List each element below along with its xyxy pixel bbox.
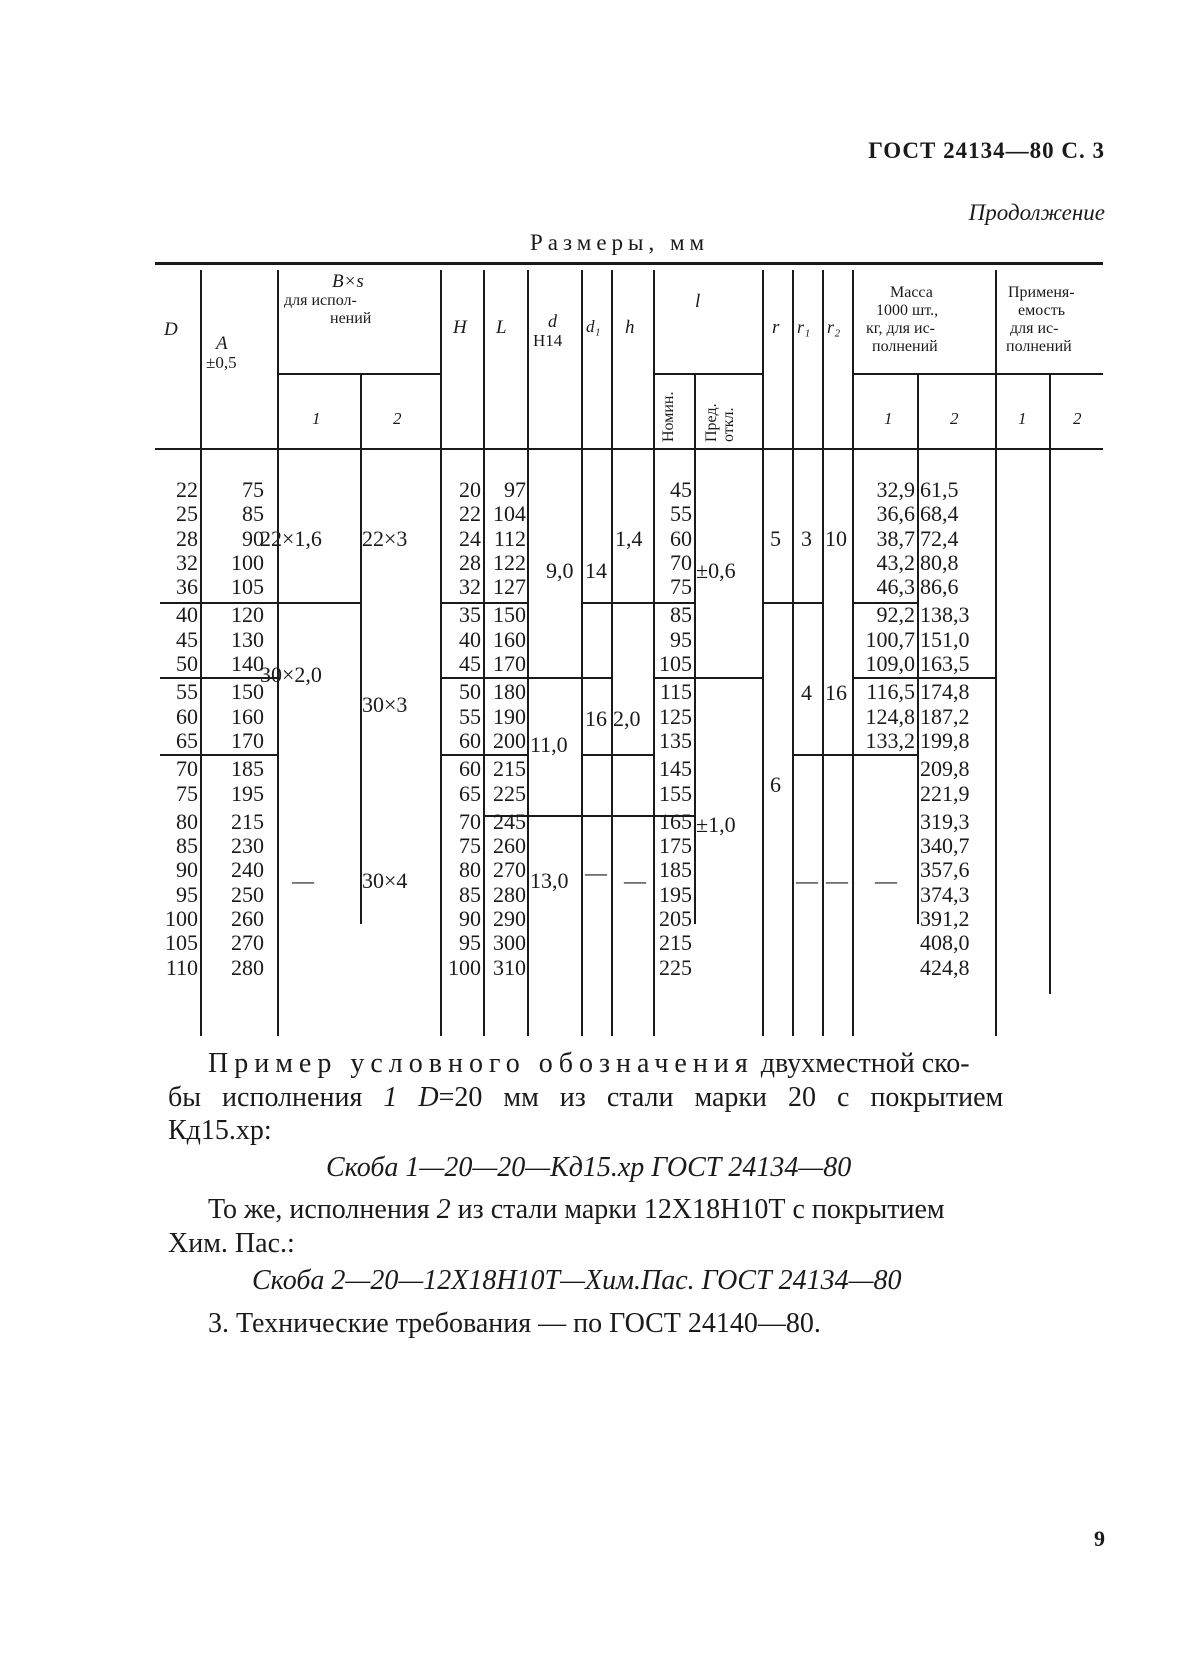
technical-requirements: 3. Технические требования — по ГОСТ 24140—80. (208, 1308, 821, 1339)
cell-A: 75 (242, 477, 264, 502)
cell-mass-2: 163,5 (920, 651, 970, 677)
cell-L: 200 (493, 727, 526, 753)
column-l-nominal (654, 478, 692, 980)
cell-A: 215 (231, 808, 264, 834)
cell-A: 240 (231, 857, 264, 883)
group-rule (696, 677, 762, 679)
cell-d1-group3: — (585, 860, 607, 885)
cell-l-nominal: 125 (659, 703, 692, 729)
cell-H: 60 (459, 727, 481, 753)
cell-L: 180 (493, 679, 526, 705)
cell-D: 25 (176, 501, 198, 527)
cell-mass-2: 374,3 (920, 881, 970, 907)
col-divider (1049, 374, 1051, 994)
header-Bxs: B×s (332, 271, 364, 292)
cell-H: 20 (459, 477, 481, 502)
column-mass-2 (920, 478, 994, 980)
cell-H: 100 (448, 954, 481, 980)
cell-mass-2: 151,0 (920, 626, 970, 652)
cell-L: 270 (493, 857, 526, 883)
cell-d-group2: 11,0 (530, 732, 568, 757)
cell-l-nominal: 215 (659, 930, 692, 956)
header-r2: r₂ (827, 317, 841, 337)
col-divider (200, 270, 202, 1036)
cell-D: 50 (176, 651, 198, 677)
cell-H: 85 (459, 881, 481, 907)
cell-mass-2: 424,8 (920, 954, 970, 980)
group-rule (583, 754, 611, 756)
header-Bxs-sub2: нений (330, 310, 372, 327)
cell-A: 90 (242, 525, 264, 551)
example-line2-variant: 1 D (383, 1082, 439, 1113)
cell-l-nominal: 70 (670, 549, 692, 575)
header-d: d (548, 311, 557, 331)
cell-r-group2: 6 (770, 772, 781, 797)
example2-line1-text: То же, исполнения (208, 1194, 430, 1225)
cell-mass-1: 92,2 (876, 602, 915, 628)
col-divider (762, 270, 764, 1036)
header-r: r (772, 317, 780, 338)
cell-H: 75 (459, 833, 481, 859)
cell-h-group1: 1,4 (615, 526, 643, 551)
header-A-tolerance: ±0,5 (206, 353, 237, 372)
cell-mass-1: 100,7 (865, 626, 915, 652)
cell-l-nominal: 185 (659, 857, 692, 883)
group-rule (824, 754, 852, 756)
cell-mass-2: 68,4 (920, 501, 959, 527)
cell-D: 65 (176, 727, 198, 753)
header-app-2: емость (1018, 302, 1066, 319)
cell-mass-1: 32,9 (876, 477, 915, 502)
cell-mass1-dash: — (875, 868, 897, 893)
cell-r1-group2: 4 (801, 680, 812, 705)
cell-H: 95 (459, 930, 481, 956)
cell-A: 250 (231, 881, 264, 907)
cell-bxs1-group1: 22×1,6 (260, 526, 322, 551)
paragraph-example-1-line-2 (168, 1082, 1003, 1114)
header-h: h (625, 317, 635, 338)
cell-D: 85 (176, 833, 198, 859)
cell-bxs2-group3: 30×4 (362, 868, 408, 893)
cell-L: 245 (493, 808, 526, 834)
header-L: L (496, 317, 507, 338)
header-l-deviation-1: Пред. (703, 403, 720, 442)
cell-D: 45 (176, 626, 198, 652)
continuation-label: Продолжение (968, 200, 1105, 225)
cell-D: 100 (165, 906, 198, 932)
header-subrule (997, 373, 1103, 375)
cell-mass-2: 80,8 (920, 549, 959, 575)
cell-mass-1: 116,5 (866, 679, 915, 705)
cell-L: 215 (493, 756, 526, 782)
cell-D: 105 (165, 930, 198, 956)
group-rule (613, 815, 653, 817)
paragraph-example-2-line-2: Хим. Пас.: (168, 1228, 295, 1259)
cell-mass-2: 72,4 (920, 525, 959, 551)
cell-mass-2: 187,2 (920, 703, 970, 729)
cell-H: 28 (459, 549, 481, 575)
cell-A: 105 (231, 574, 264, 600)
cell-L: 310 (493, 954, 526, 980)
cell-L: 104 (493, 501, 526, 527)
cell-A: 130 (231, 626, 264, 652)
header-l-deviation-2: откл. (720, 407, 737, 442)
group-rule (794, 602, 822, 604)
cell-H: 50 (459, 679, 481, 705)
cell-mass-2: 174,8 (920, 679, 970, 705)
header-mass-2: 1000 шт., (876, 302, 939, 319)
cell-D: 80 (176, 808, 198, 834)
cell-A: 170 (231, 727, 264, 753)
column-L (482, 478, 526, 980)
cell-mass-2: 199,8 (920, 727, 970, 753)
cell-bxs1-group2: 30×2,0 (260, 662, 322, 687)
column-A (204, 478, 264, 980)
cell-D: 90 (176, 857, 198, 883)
cell-L: 160 (493, 626, 526, 652)
col-divider (822, 270, 824, 1036)
cell-l-nominal: 225 (659, 954, 692, 980)
cell-D: 110 (165, 954, 198, 980)
header-mass-4: полнений (872, 338, 938, 355)
cell-A: 100 (231, 549, 264, 575)
cell-mass-1: 38,7 (876, 525, 915, 551)
group-rule (762, 602, 792, 604)
cell-D: 75 (176, 780, 198, 806)
cell-D: 55 (176, 679, 198, 705)
example-lead-text: Пример условного обозначения (208, 1048, 754, 1079)
cell-L: 280 (493, 881, 526, 907)
cell-l-nominal: 105 (659, 651, 692, 677)
cell-l-nominal: 60 (670, 525, 692, 551)
col-divider (792, 270, 794, 1036)
cell-mass-2: 221,9 (920, 780, 970, 806)
cell-A: 120 (231, 602, 264, 628)
col-divider (277, 270, 279, 1036)
cell-d1-group2: 16 (585, 706, 607, 731)
example-line2-text: бы исполнения (168, 1082, 363, 1113)
col-divider (694, 374, 696, 924)
table-units-title: Размеры, мм (530, 230, 710, 255)
cell-l-nominal: 85 (670, 602, 692, 628)
col-divider (611, 270, 613, 1036)
cell-l-nominal: 115 (659, 679, 692, 705)
cell-L: 225 (493, 780, 526, 806)
group-rule (613, 602, 653, 604)
cell-A: 230 (231, 833, 264, 859)
cell-mass-1: 36,6 (876, 501, 915, 527)
column-mass-1 (854, 478, 915, 753)
example-lead-rest: двухместной ско- (760, 1048, 970, 1079)
cell-L: 290 (493, 906, 526, 932)
cell-h-group2: 2,0 (613, 706, 641, 731)
col-divider (917, 374, 919, 924)
column-H (445, 478, 481, 980)
cell-mass-1: 133,2 (865, 727, 915, 753)
designation-example-1: Скоба 1—20—20—Кд15.хр ГОСТ 24134—80 (326, 1152, 852, 1183)
example2-line1-rest: из стали марки 12Х18Н10Т с покрытием (457, 1194, 945, 1225)
table-top-rule (155, 262, 1103, 265)
cell-L: 300 (493, 930, 526, 956)
cell-A: 140 (231, 651, 264, 677)
page-number: 9 (1094, 1526, 1105, 1551)
cell-bxs1-group3: — (292, 868, 314, 893)
cell-h-group3: — (624, 868, 646, 893)
paragraph-example-2-line-1 (208, 1194, 945, 1226)
cell-r-group1: 5 (770, 526, 781, 551)
header-mass-3: кг, для ис- (866, 320, 936, 337)
group-rule (583, 602, 611, 604)
cell-D: 95 (176, 881, 198, 907)
cell-A: 160 (231, 703, 264, 729)
cell-l-nominal: 95 (670, 626, 692, 652)
column-D (154, 478, 198, 980)
col-divider (360, 374, 362, 924)
cell-L: 170 (493, 651, 526, 677)
designation-example-2: Скоба 2—20—12Х18Н10Т—Хим.Пас. ГОСТ 24134—80 (252, 1265, 902, 1296)
cell-mass-2: 138,3 (920, 602, 970, 628)
header-bxs-ex1: 1 (312, 409, 321, 428)
cell-H: 40 (459, 626, 481, 652)
cell-L: 150 (493, 602, 526, 628)
cell-H: 70 (459, 808, 481, 834)
cell-H: 90 (459, 906, 481, 932)
cell-mass-2: 357,6 (920, 857, 970, 883)
cell-D: 22 (176, 477, 198, 502)
cell-A: 280 (231, 954, 264, 980)
cell-L: 190 (493, 703, 526, 729)
group-rule (794, 754, 822, 756)
header-l-nominal: Номин. (660, 391, 677, 442)
cell-mass-2: 408,0 (920, 930, 970, 956)
cell-H: 65 (459, 780, 481, 806)
cell-bxs2-group1: 22×3 (362, 526, 408, 551)
header-A: A (216, 333, 228, 354)
cell-A: 185 (231, 756, 264, 782)
group-rule (529, 677, 581, 679)
header-app-4: полнений (1006, 338, 1072, 355)
cell-l-nominal: 165 (659, 808, 692, 834)
header-bxs-ex2: 2 (393, 409, 402, 428)
cell-D: 36 (176, 574, 198, 600)
group-rule (529, 815, 581, 817)
cell-D: 28 (176, 525, 198, 551)
header-H: H (453, 317, 467, 338)
cell-mass-1: 124,8 (865, 703, 915, 729)
header-subrule (655, 373, 762, 375)
cell-r2-group2: 16 (825, 680, 847, 705)
cell-r1-group1: 3 (801, 526, 812, 551)
cell-D: 40 (176, 602, 198, 628)
paragraph-example-1-line-3: Кд15.хр: (168, 1115, 272, 1146)
header-mass-1: Масса (890, 284, 933, 301)
table-header-rule (155, 448, 1103, 450)
cell-bxs2-group2: 30×3 (362, 692, 408, 717)
cell-l-nominal: 175 (659, 833, 692, 859)
cell-A: 270 (231, 930, 264, 956)
header-subrule (854, 373, 995, 375)
paragraph-example-1-line-1 (208, 1048, 970, 1080)
header-mass-ex1: 1 (884, 409, 893, 428)
cell-H: 35 (459, 602, 481, 628)
cell-D: 32 (176, 549, 198, 575)
col-divider (581, 270, 583, 1036)
header-Bxs-sub1: для испол- (284, 292, 357, 309)
cell-D: 60 (176, 703, 198, 729)
col-divider (527, 270, 529, 1036)
cell-l-nominal: 145 (659, 756, 692, 782)
cell-r-dash: — (796, 868, 818, 893)
header-D: D (164, 319, 178, 340)
cell-r2-group1: 10 (825, 526, 847, 551)
cell-H: 22 (459, 501, 481, 527)
example-line2-rest: =20 мм из стали марки 20 с покрытием (438, 1082, 1004, 1113)
cell-r2-dash: — (826, 868, 848, 893)
cell-mass-2: 209,8 (920, 756, 970, 782)
dimensions-table (160, 262, 1103, 1042)
cell-l-nominal: 135 (659, 727, 692, 753)
cell-mass-2: 61,5 (920, 477, 959, 502)
cell-A: 150 (231, 679, 264, 705)
group-rule (279, 602, 360, 604)
cell-mass-2: 391,2 (920, 906, 970, 932)
cell-H: 55 (459, 703, 481, 729)
cell-mass-2: 86,6 (920, 574, 959, 600)
header-app-ex1: 1 (1018, 409, 1027, 428)
cell-H: 24 (459, 525, 481, 551)
cell-L: 260 (493, 833, 526, 859)
group-rule (583, 677, 611, 679)
header-subrule (279, 373, 440, 375)
cell-l-nominal: 75 (670, 574, 692, 600)
cell-A: 85 (242, 501, 264, 527)
header-d-tolerance: H14 (533, 331, 563, 350)
page-header: ГОСТ 24134—80 С. 3 (868, 138, 1105, 163)
header-r1: r₁ (797, 317, 811, 337)
header-app-3: для ис- (1010, 320, 1059, 337)
cell-mass-1: 109,0 (865, 651, 915, 677)
cell-A: 260 (231, 906, 264, 932)
header-d1: d₁ (586, 317, 601, 336)
cell-d-group3: 13,0 (530, 868, 569, 893)
group-rule (583, 815, 611, 817)
header-mass-ex2: 2 (950, 409, 959, 428)
cell-dev-group1: ±0,6 (696, 558, 736, 583)
cell-l-nominal: 205 (659, 906, 692, 932)
cell-l-nominal: 55 (670, 501, 692, 527)
cell-H: 60 (459, 756, 481, 782)
group-rule (854, 754, 917, 756)
cell-H: 80 (459, 857, 481, 883)
example2-variant: 2 (436, 1194, 451, 1225)
cell-mass-2: 340,7 (920, 833, 970, 859)
cell-L: 112 (493, 525, 526, 551)
col-divider (440, 270, 442, 1036)
group-rule (613, 754, 653, 756)
cell-mass-1: 43,2 (876, 549, 915, 575)
cell-L: 122 (493, 549, 526, 575)
cell-l-nominal: 45 (670, 477, 692, 502)
cell-L: 97 (504, 477, 526, 502)
cell-H: 45 (459, 651, 481, 677)
header-app-1: Применя- (1008, 284, 1075, 301)
cell-L: 127 (493, 574, 526, 600)
cell-mass-2: 319,3 (920, 808, 970, 834)
cell-d1-group1: 14 (585, 558, 607, 583)
col-divider (995, 270, 997, 1036)
cell-D: 70 (176, 756, 198, 782)
cell-d-group1: 9,0 (546, 558, 574, 583)
cell-l-nominal: 195 (659, 881, 692, 907)
header-l: l (695, 291, 701, 312)
cell-l-nominal: 155 (659, 780, 692, 806)
cell-A: 195 (231, 780, 264, 806)
header-app-ex2: 2 (1073, 409, 1082, 428)
cell-dev-group2: ±1,0 (696, 812, 736, 837)
cell-mass-1: 46,3 (876, 574, 915, 600)
cell-H: 32 (459, 574, 481, 600)
